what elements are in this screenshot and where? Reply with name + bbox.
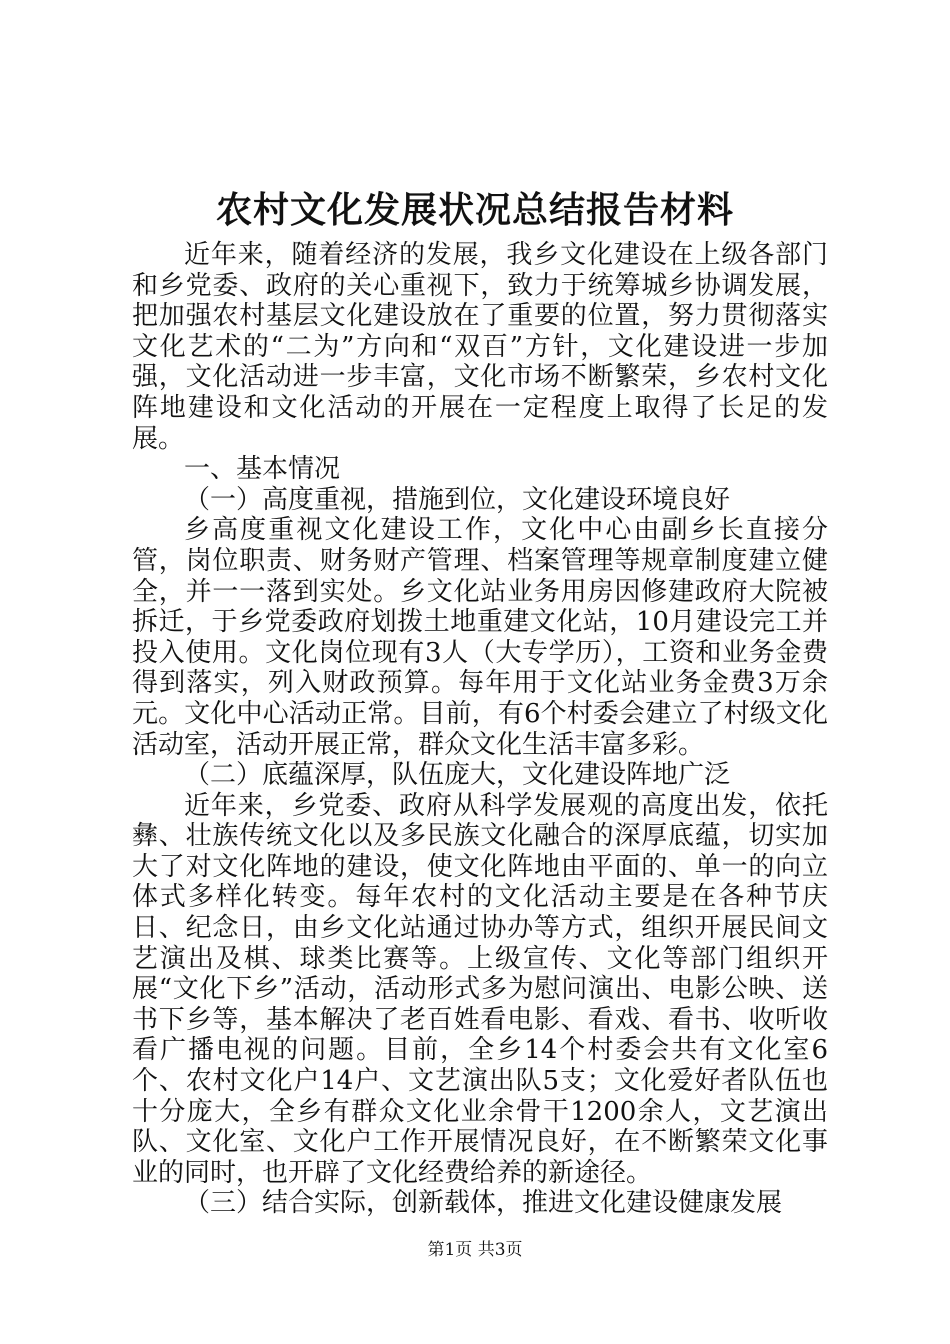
document-body (132, 240, 828, 1219)
paragraph-subsection-2: 近年来，乡党委、政府从科学发展观的高度出发，依托彝、壮族传统文化以及多民族文化融合的深厚底蕴，切实加大了对文化阵地的建设，使文化阵地由平面的、单一的向立体式多样化转变。每年农村的文化活动主要是在各种节庆日、纪念日，由乡文化站通过协办等方式，组织开展民间文艺演出及棋、球类比赛等。上级宣传、文化等部门组织开展“文化下乡”活动，活动形式多为慰问演出、电影公映、送书下乡等，基本解决了老百姓看电影、看戏、看书、收听收看广播电视的问题。目前，全乡14个村委会共有文化室6个、农村文化户14户、文艺演出队5支；文化爱好者队伍也十分庞大，全乡有群众文化业余骨干1200余人，文艺演出队、文化室、文化户工作开展情况良好，在不断繁荣文化事业的同时，也开辟了文化经费给养的新途径。 (132, 790, 828, 1188)
paragraph-subsection-1: 乡高度重视文化建设工作，文化中心由副乡长直接分管，岗位职责、财务财产管理、档案管理等规章制度建立健全，并一一落到实处。乡文化站业务用房因修建政府大院被拆迁，于乡党委政府划拨土地重建文化站，10月建设完工并投入使用。文化岗位现有3人（大专学历），工资和业务金费得到落实，列入财政预算。每年用于文化站业务金费3万余元。文化中心活动正常。目前，有6个村委会建立了村级文化活动室，活动开展正常，群众文化生活丰富多彩。 (132, 515, 828, 760)
paragraph-intro: 近年来，随着经济的发展，我乡文化建设在上级各部门和乡党委、政府的关心重视下，致力于统筹城乡协调发展，把加强农村基层文化建设放在了重要的位置，努力贯彻落实文化艺术的“二为”方向和“双百”方针，文化建设进一步加强，文化活动进一步丰富，文化市场不断繁荣，乡农村文化阵地建设和文化活动的开展在一定程度上取得了长足的发展。 (132, 240, 828, 454)
section-heading-basic-situation: 一、基本情况 (184, 454, 341, 485)
page-number-footer: 第1页 共3页 (427, 1240, 523, 1260)
subsection-heading-3: （三）结合实际，创新载体，推进文化建设健康发展 (184, 1188, 783, 1219)
subsection-heading-2: （二）底蕴深厚，队伍庞大，文化建设阵地广泛 (184, 760, 731, 791)
subsection-heading-1: （一）高度重视，措施到位，文化建设环境良好 (184, 484, 731, 515)
document-title: 农村文化发展状况总结报告材料 (215, 189, 734, 231)
